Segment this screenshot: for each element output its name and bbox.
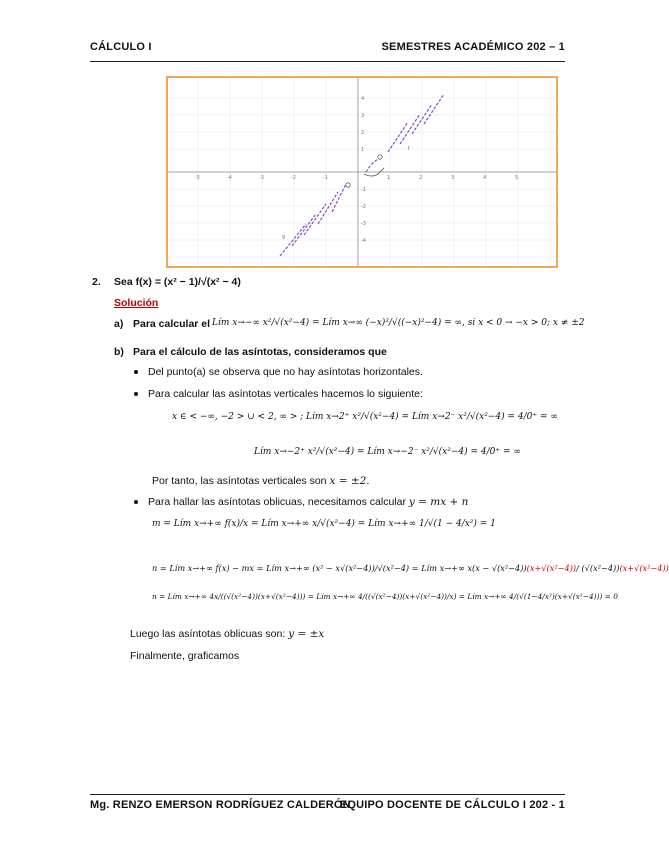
curve-left-3: [304, 204, 326, 235]
graph-label-f: f: [408, 146, 410, 152]
part-b-text: Para el cálculo de las asíntotas, consideramos que: [133, 346, 387, 358]
problem-statement: Sea f(x) = (x² − 1)/√(x² − 4): [114, 276, 241, 288]
bullet-3-text: Para hallar las asíntotas oblicuas, necesitamos calcular: [148, 496, 406, 508]
x-tick-labels: [195, 175, 518, 181]
curve-near-origin: [366, 158, 380, 172]
graph-canvas: [168, 78, 556, 266]
header-course: CÁLCULO I: [90, 41, 152, 53]
part-a-math: Lím x→−∞ x²/√(x²−4) = Lím x→∞ (−x)²/√((−x)²−4) = ∞, si x < 0 → −x > 0; x ≠ ±2: [212, 318, 585, 328]
y-tick-label: -2: [361, 204, 366, 210]
x-tick-label: 2: [419, 175, 423, 181]
bullet-dot: [134, 370, 138, 374]
part-a-text: Para calcular el: [133, 318, 211, 330]
n-line-1-red-factor: (x+√(x²−4)): [526, 563, 577, 573]
y-tick-label: 3: [361, 113, 365, 119]
problem-number: 2.: [92, 276, 101, 288]
x-tick-label: 4: [483, 175, 487, 181]
x-tick-label: 3: [451, 175, 455, 181]
bullet-1-text: Del punto(a) se observa que no hay asíntotas horizontales.: [148, 366, 423, 378]
n-line-1-main: n = Lím x→+∞ f(x) − mx = Lím x→+∞ (x² − x√(x²−4))/√(x²−4) = Lím x→+∞ x(x − √(x²−4)): [152, 563, 527, 573]
function-graph: [166, 76, 558, 268]
curve-left-5: [332, 184, 346, 212]
bullet-3: [134, 496, 468, 508]
y-tick-label: -3: [361, 221, 366, 227]
final-text: Finalmente, graficamos: [130, 650, 240, 662]
bullet-1: [134, 366, 423, 378]
bullet-2-text: Para calcular las asíntotas verticales hacemos lo siguiente:: [148, 388, 423, 400]
header-rule: [90, 61, 565, 62]
curve-left-4: [318, 192, 338, 224]
x-tick-label: -2: [291, 175, 296, 181]
solution-heading: Solución: [114, 297, 159, 309]
part-b-label: b): [114, 346, 124, 358]
bullet-3-math: y = mx + n: [408, 496, 469, 508]
x-tick-label: -5: [195, 175, 200, 181]
vertical-conclusion: [152, 475, 370, 487]
vertical-asymptote-line-2: Lím x→−2⁺ x²/√(x²−4) = Lím x→−2⁻ x²/√(x²−4) = 4/0⁺ = ∞: [254, 447, 521, 457]
x-tick-label: -3: [259, 175, 264, 181]
bullet-2: [134, 388, 423, 400]
n-line-1-red-factor-2: (x+√(x²−4)): [619, 563, 669, 573]
x-tick-label: -4: [227, 175, 232, 181]
vertical-asymptote-line-1: x ∈ < −∞, −2 > ∪ < 2, ∞ > ; Lím x→2⁺ x²/√(x²−4) = Lím x→2⁻ x²/√(x²−4) = 4/0⁺ = ∞: [172, 412, 558, 422]
curve-left-2: [292, 214, 316, 246]
oblique-conclusion-math: y = ±x: [288, 628, 325, 640]
y-tick-label: 2: [361, 130, 365, 136]
open-point-left: [346, 183, 350, 187]
vertical-conclusion-text: Por tanto, las asíntotas verticales son: [152, 475, 327, 487]
vertical-conclusion-math: x = ±2.: [329, 475, 370, 487]
y-tick-label: -4: [361, 238, 366, 244]
x-tick-label: -1: [323, 175, 328, 181]
intercept-n-line-1: [152, 563, 669, 573]
bullet-dot: [134, 392, 138, 396]
slope-m-line: m = Lím x→+∞ f(x)/x = Lím x→+∞ x/√(x²−4) = Lím x→+∞ 1/√(1 − 4/x²) = 1: [152, 519, 496, 529]
open-point-right: [378, 155, 382, 159]
graph-label-g: g: [282, 234, 286, 240]
header-semester: SEMESTRES ACADÉMICO 202 – 1: [381, 41, 565, 53]
y-tick-label: 1: [361, 147, 365, 153]
x-tick-label: 5: [515, 175, 519, 181]
oblique-conclusion: [130, 628, 324, 640]
intercept-n-line-2: n = Lím x→+∞ 4x/((√(x²−4))(x+√(x²−4))) = Lím x→+∞ 4/((√(x²−4))(x+√(x²−4))/x) = Lím x→+∞ 4/(√(1−4/x²)(x+√(x²−4))) = 0: [152, 592, 618, 601]
x-tick-label: 1: [387, 175, 391, 181]
curve-right-4: [424, 94, 444, 124]
curve-right-1: [388, 122, 408, 152]
oblique-conclusion-text: Luego las asíntotas oblicuas son:: [130, 628, 286, 640]
part-a-label: a): [114, 318, 124, 330]
footer-rule: [90, 794, 565, 795]
y-tick-label: 4: [361, 96, 365, 102]
footer-team: EQUIPO DOCENTE DE CÁLCULO I 202 - 1: [339, 799, 565, 811]
y-tick-label: -1: [361, 187, 366, 193]
footer-author: Mg. RENZO EMERSON RODRÍGUEZ CALDERÓN: [90, 799, 351, 811]
y-tick-labels: [361, 96, 366, 244]
bullet-dot: [134, 500, 138, 504]
n-line-1-denominator: / (√(x²−4)): [576, 563, 620, 573]
